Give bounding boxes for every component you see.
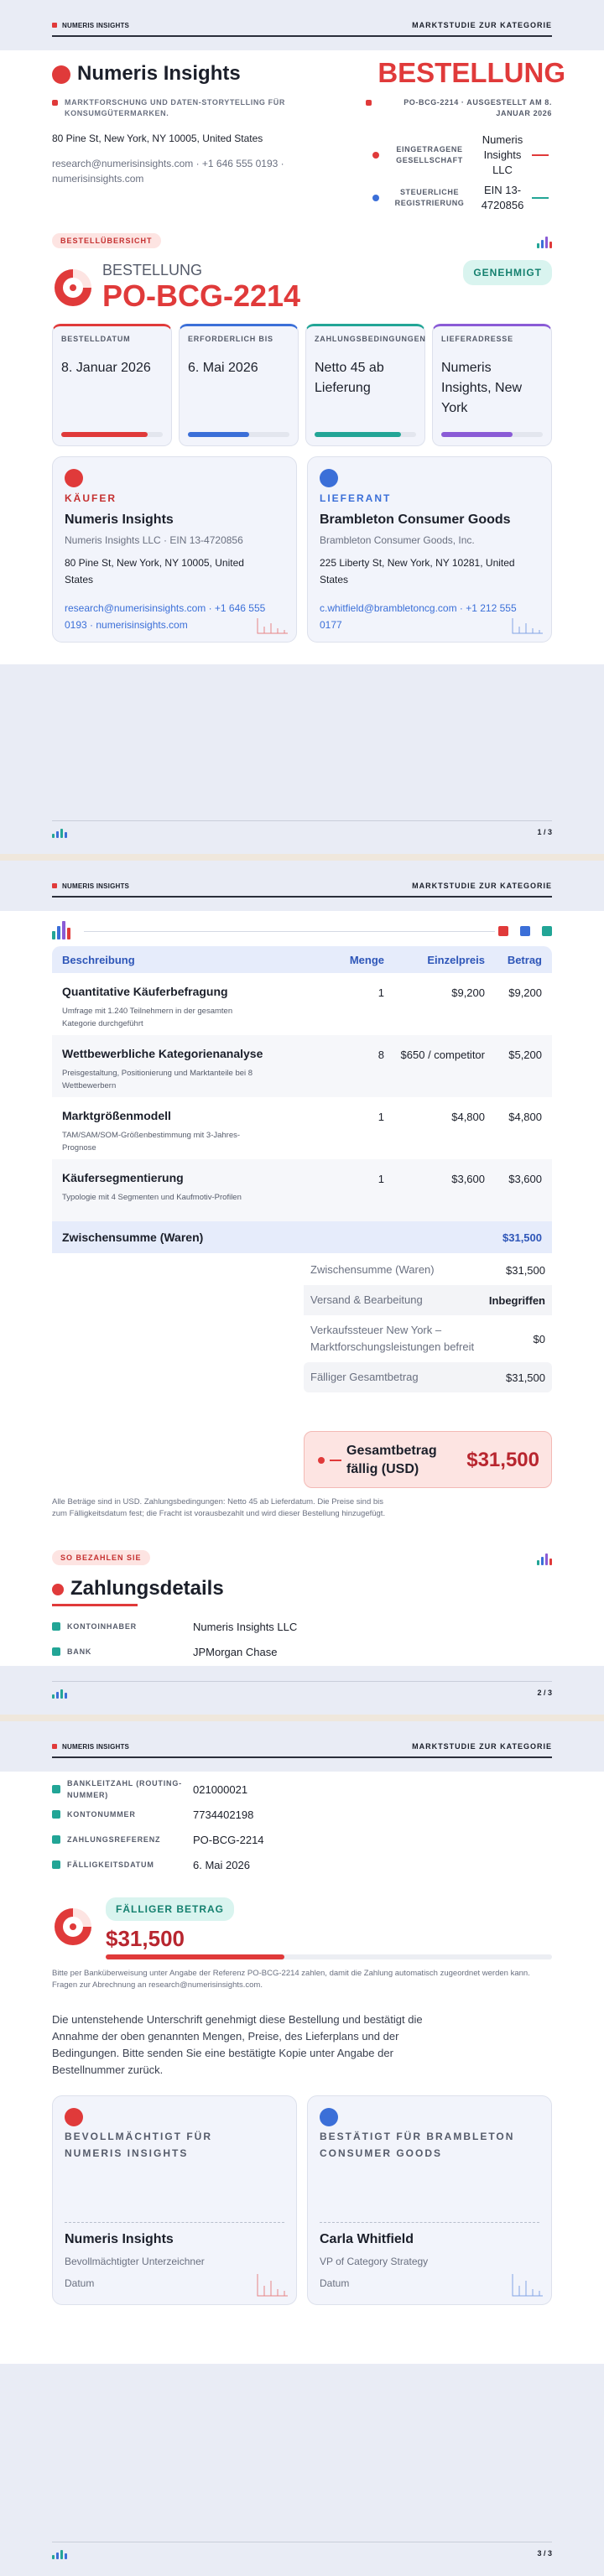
overview-field-progress-fill xyxy=(315,432,401,437)
payment-value: 6. Mai 2026 xyxy=(193,1858,250,1871)
subtotal-value: $31,500 xyxy=(502,1231,542,1244)
page-3-body xyxy=(0,1772,604,2364)
table-row xyxy=(52,973,552,1035)
registered-value: Numeris Insights LLC xyxy=(482,133,523,176)
row-amount: $4,800 xyxy=(508,1111,542,1123)
due-progress-track xyxy=(106,1954,552,1959)
supplier-address: 225 Liberty St, New York, NY 10281, United States xyxy=(320,557,515,585)
totals-label: Zwischensumme (Waren) xyxy=(310,1263,435,1276)
totals-label: Fälliger Gesamtbetrag xyxy=(310,1371,419,1383)
page-number: 3 / 3 xyxy=(537,2548,552,2558)
supplier-name: Brambleton Consumer Goods xyxy=(320,513,511,527)
overview-field-label: ZAHLUNGSBEDINGUNGEN xyxy=(315,335,426,343)
totals-row xyxy=(304,1285,552,1315)
brand-name: NUMERIS INSIGHTS xyxy=(62,1742,130,1751)
signature-buyer-deco-icon xyxy=(256,2272,289,2298)
registered-rule xyxy=(532,154,549,156)
page-1 xyxy=(0,0,604,854)
legend-red-icon xyxy=(498,926,508,936)
overview-field-value: 6. Mai 2026 xyxy=(188,361,258,375)
row-unit-price: $3,600 xyxy=(451,1173,485,1185)
supplier-contact: c.whitfield@brambletoncg.com · +1 212 555 0177 xyxy=(320,602,517,631)
issued-line: PO-BCG-2214 · AUSGESTELLT AM 8. JANUAR 2026 xyxy=(404,98,552,117)
payment-value: JPMorgan Chase xyxy=(193,1645,278,1658)
buyer-card xyxy=(52,456,297,643)
payment-row xyxy=(52,1852,388,1877)
payment-row xyxy=(52,1827,388,1852)
overview-field-progress xyxy=(441,432,543,437)
payment-label: BANK xyxy=(67,1647,92,1656)
overview-field-progress xyxy=(315,432,416,437)
overview-chart-icon xyxy=(537,237,552,248)
page-3 xyxy=(0,1721,604,2576)
row-title: Käufersegmentierung xyxy=(62,1171,184,1184)
amount-due-dash-icon xyxy=(330,1460,341,1461)
table-row xyxy=(52,1159,552,1221)
row-desc: TAM/SAM/SOM-Größenbestimmung mit 3-Jahres-Prognose xyxy=(62,1131,241,1153)
payment-value: 021000021 xyxy=(193,1782,248,1796)
signature-card-buyer xyxy=(52,2095,297,2305)
buyer-address: 80 Pine St, New York, NY 10005, United States xyxy=(65,557,244,585)
overview-field-card xyxy=(52,324,172,446)
totals-box xyxy=(304,1255,552,1392)
payment-label: ZAHLUNGSREFERENZ xyxy=(67,1835,161,1844)
supplier-sub: Brambleton Consumer Goods, Inc. xyxy=(320,534,475,546)
totals-row xyxy=(304,1315,552,1362)
row-qty: 1 xyxy=(378,1173,384,1185)
row-description-cell xyxy=(52,1035,334,1097)
row-desc: Typologie mit 4 Segmenten und Kaufmotiv-Profilen xyxy=(62,1193,242,1202)
due-note: Bitte per Banküberweisung unter Angabe der Referenz PO-BCG-2214 zahlen, damit die Zahlung automatisch zugeordnet werden kann. Fragen zur Abrechnung an research@numerisinsights.com. xyxy=(52,1969,530,1990)
table-divider xyxy=(84,931,495,932)
payment-label: KONTOINHABER xyxy=(67,1622,137,1631)
amount-due-value: $31,500 xyxy=(466,1449,539,1471)
row-unit-price: $9,200 xyxy=(451,986,485,999)
row-title: Quantitative Käuferbefragung xyxy=(62,985,228,998)
supplier-deco-icon xyxy=(511,617,544,635)
amount-due-label: Gesamtbetrag fällig (USD) xyxy=(346,1444,437,1476)
overview-field-progress-fill xyxy=(188,432,249,437)
page-1-footer xyxy=(52,820,552,842)
payment-title-rule xyxy=(52,1604,138,1606)
totals-label: Versand & Bearbeitung xyxy=(310,1293,423,1306)
row-amount: $3,600 xyxy=(508,1173,542,1185)
payment-badge: SO BEZAHLEN SIE xyxy=(52,1550,150,1565)
brand-name: NUMERIS INSIGHTS xyxy=(62,882,130,890)
payment-rows-bottom xyxy=(52,1777,388,1877)
overview-field-label: BESTELLDATUM xyxy=(61,335,131,343)
row-description-cell xyxy=(52,1159,334,1221)
order-label: BESTELLUNG xyxy=(102,262,203,278)
company-tagline: MARKTFORSCHUNG UND DATEN-STORYTELLING FÜR KONSUMGÜTERMARKEN. xyxy=(65,98,285,117)
company-address: 80 Pine St, New York, NY 10005, United States xyxy=(52,133,263,144)
tax-label: STEUERLICHE REGISTRIERUNG xyxy=(394,188,465,207)
signature-supplier-role: VP of Category Strategy xyxy=(320,2256,429,2267)
row-description-cell xyxy=(52,973,334,1035)
row-amount: $9,200 xyxy=(508,986,542,999)
overview-field-value: Numeris Insights, New York xyxy=(441,361,523,415)
page-number: 1 / 3 xyxy=(537,827,552,836)
signature-supplier-line xyxy=(320,2222,539,2223)
row-qty: 1 xyxy=(378,986,384,999)
page-separator xyxy=(0,854,604,861)
signature-supplier-deco-icon xyxy=(511,2272,544,2298)
signature-buyer-dot-icon xyxy=(65,2108,83,2126)
payment-value: PO-BCG-2214 xyxy=(193,1833,264,1846)
page-header xyxy=(52,15,552,37)
header-category: MARKTSTUDIE ZUR KATEGORIE xyxy=(412,21,552,29)
signature-buyer-name: Numeris Insights xyxy=(65,2232,174,2246)
payment-rows-top xyxy=(52,1614,388,1664)
legend-teal-icon xyxy=(542,926,552,936)
payment-row xyxy=(52,1802,388,1827)
row-qty: 8 xyxy=(378,1049,384,1061)
due-gauge-icon xyxy=(52,1906,94,1948)
table-header-row xyxy=(52,946,552,973)
terms-note: Alle Beträge sind in USD. Zahlungsbedingungen: Netto 45 ab Lieferdatum. Die Preise sind bis zum Fälligkeitsdatum fest; die Fracht ist vorausbezahlt und wird dieser Bestellung hinzugefügt. xyxy=(52,1497,386,1518)
buyer-sub: Numeris Insights LLC · EIN 13-4720856 xyxy=(65,534,243,546)
order-status-badge: GENEHMIGT xyxy=(463,260,552,285)
overview-fields xyxy=(52,324,552,446)
payment-marker-icon xyxy=(52,1785,60,1793)
brand-name: NUMERIS INSIGHTS xyxy=(62,21,130,29)
company-logo-icon xyxy=(52,65,70,84)
buyer-dot-icon xyxy=(65,469,83,487)
overview-field-progress-fill xyxy=(61,432,148,437)
due-badge: FÄLLIGER BETRAG xyxy=(106,1897,234,1921)
payment-chart-icon xyxy=(537,1553,552,1565)
tax-dot-icon xyxy=(372,195,379,201)
brand-mark-icon xyxy=(52,883,57,888)
overview-badge: BESTELLÜBERSICHT xyxy=(52,233,161,248)
payment-row xyxy=(52,1777,388,1802)
signature-supplier-heading: BESTÄTIGT FÜR BRAMBLETON CONSUMER GOODS xyxy=(320,2131,515,2159)
table-row xyxy=(52,1097,552,1159)
payment-value: Numeris Insights LLC xyxy=(193,1620,298,1633)
tax-value: EIN 13-4720856 xyxy=(481,184,524,211)
row-description-cell xyxy=(52,1097,334,1159)
signature-supplier-date: Datum xyxy=(320,2277,350,2289)
signature-card-supplier xyxy=(307,2095,552,2305)
col-qty: Menge xyxy=(349,953,384,966)
footer-chart-icon xyxy=(52,2547,67,2559)
row-unit-price: $650 / competitor xyxy=(400,1049,485,1061)
totals-value: $31,500 xyxy=(506,1371,545,1384)
tagline-marker-icon xyxy=(52,100,58,106)
supplier-role: LIEFERANT xyxy=(320,492,392,504)
table-chart-icon xyxy=(52,921,70,939)
totals-label: Verkaufssteuer New York – Marktforschungsleistungen befreit xyxy=(310,1324,475,1353)
overview-field-card xyxy=(179,324,299,446)
overview-field-progress xyxy=(188,432,289,437)
signature-buyer-date: Datum xyxy=(65,2277,95,2289)
signature-supplier-dot-icon xyxy=(320,2108,338,2126)
payment-row xyxy=(52,1639,388,1664)
overview-field-label: LIEFERADRESSE xyxy=(441,335,513,343)
page-separator xyxy=(0,1715,604,1721)
overview-field-card xyxy=(305,324,425,446)
supplier-card xyxy=(307,456,552,643)
payment-title-dot-icon xyxy=(52,1584,64,1595)
subtotal-label: Zwischensumme (Waren) xyxy=(62,1231,204,1244)
page-number: 2 / 3 xyxy=(537,1688,552,1697)
row-qty: 1 xyxy=(378,1111,384,1123)
amount-due-box xyxy=(304,1431,552,1488)
row-unit-price: $4,800 xyxy=(451,1111,485,1123)
page-header xyxy=(52,876,552,898)
registered-dot-icon xyxy=(372,152,379,159)
row-desc: Umfrage mit 1.240 Teilnehmern in der gesamten Kategorie durchgeführt xyxy=(62,1007,233,1028)
header-category: MARKTSTUDIE ZUR KATEGORIE xyxy=(412,1742,552,1751)
col-amount: Betrag xyxy=(507,953,542,966)
legend-swatches xyxy=(498,926,552,936)
payment-marker-icon xyxy=(52,1810,60,1819)
row-title: Marktgrößenmodell xyxy=(62,1109,171,1122)
signature-buyer-heading: BEVOLLMÄCHTIGT FÜR NUMERIS INSIGHTS xyxy=(65,2131,212,2159)
payment-label: BANKLEITZAHL (ROUTING-NUMMER) xyxy=(67,1779,182,1799)
payment-label: KONTONUMMER xyxy=(67,1810,136,1819)
payment-marker-icon xyxy=(52,1860,60,1869)
overview-field-progress-fill xyxy=(441,432,513,437)
page-header xyxy=(52,1736,552,1758)
table-row xyxy=(52,1035,552,1097)
row-desc: Preisgestaltung, Positionierung und Marktanteile bei 8 Wettbewerbern xyxy=(62,1069,253,1090)
table-subtotal-row xyxy=(52,1221,552,1253)
registered-label: EINGETRAGENE GESELLSCHAFT xyxy=(396,145,463,164)
totals-row xyxy=(304,1255,552,1285)
header-category: MARKTSTUDIE ZUR KATEGORIE xyxy=(412,882,552,890)
payment-row xyxy=(52,1614,388,1639)
approval-text: Die untenstehende Unterschrift genehmigt diese Bestellung und bestätigt die Annahme der oben genannten Mengen, Preise, des Lieferplans und der Bedingungen. Bitte senden Sie eine bestätigte Kopie unter Angabe der Bestellnummer zurück. xyxy=(52,2013,423,2076)
buyer-role: KÄUFER xyxy=(65,492,117,504)
signature-buyer-role: Bevollmächtigter Unterzeichner xyxy=(65,2256,205,2267)
footer-chart-icon xyxy=(52,1687,67,1699)
page-2-footer xyxy=(52,1681,552,1703)
totals-row xyxy=(304,1362,552,1392)
supplier-dot-icon xyxy=(320,469,338,487)
row-amount: $5,200 xyxy=(508,1049,542,1061)
brand-mark-icon xyxy=(52,1744,57,1749)
payment-label: FÄLLIGKEITSDATUM xyxy=(67,1860,154,1869)
tax-rule xyxy=(532,197,549,199)
overview-field-progress xyxy=(61,432,163,437)
col-description: Beschreibung xyxy=(62,953,135,966)
totals-value: Inbegriffen xyxy=(488,1293,545,1307)
page-3-footer xyxy=(52,2542,552,2563)
totals-value: $31,500 xyxy=(506,1263,545,1277)
signature-buyer-line xyxy=(65,2222,284,2223)
overview-field-label: ERFORDERLICH BIS xyxy=(188,335,273,343)
legend-blue-icon xyxy=(520,926,530,936)
page-2 xyxy=(0,861,604,1715)
issued-marker-icon xyxy=(366,100,372,106)
buyer-contact: research@numerisinsights.com · +1 646 555 0193 · numerisinsights.com xyxy=(65,602,266,631)
company-name: Numeris Insights xyxy=(77,62,241,85)
buyer-name: Numeris Insights xyxy=(65,513,174,527)
totals-value: $0 xyxy=(533,1332,545,1345)
line-items-table xyxy=(52,946,552,1253)
payment-title: Zahlungsdetails xyxy=(70,1577,224,1600)
brand-mark-icon xyxy=(52,23,57,28)
payment-value: 7734402198 xyxy=(193,1808,254,1821)
company-contact: research@numerisinsights.com · +1 646 555 0193 · numerisinsights.com xyxy=(52,158,284,185)
overview-field-card xyxy=(432,324,552,446)
page-1-body xyxy=(0,50,604,664)
payment-marker-icon xyxy=(52,1835,60,1844)
payment-marker-icon xyxy=(52,1622,60,1631)
overview-field-value: Netto 45 ab Lieferung xyxy=(315,361,384,395)
row-title: Wettbewerbliche Kategorienanalyse xyxy=(62,1047,263,1060)
due-progress-fill xyxy=(106,1954,284,1959)
page-2-body xyxy=(0,911,604,1666)
signature-supplier-name: Carla Whitfield xyxy=(320,2232,414,2246)
buyer-deco-icon xyxy=(256,617,289,635)
overview-field-value: 8. Januar 2026 xyxy=(61,361,151,375)
due-value: $31,500 xyxy=(106,1926,185,1951)
order-gauge-icon xyxy=(52,267,94,309)
payment-marker-icon xyxy=(52,1647,60,1656)
footer-chart-icon xyxy=(52,826,67,838)
amount-due-dot-icon xyxy=(318,1457,325,1464)
order-number: PO-BCG-2214 xyxy=(102,278,301,313)
col-unit-price: Einzelpreis xyxy=(427,953,485,966)
document-heading: BESTELLUNG xyxy=(378,57,565,88)
